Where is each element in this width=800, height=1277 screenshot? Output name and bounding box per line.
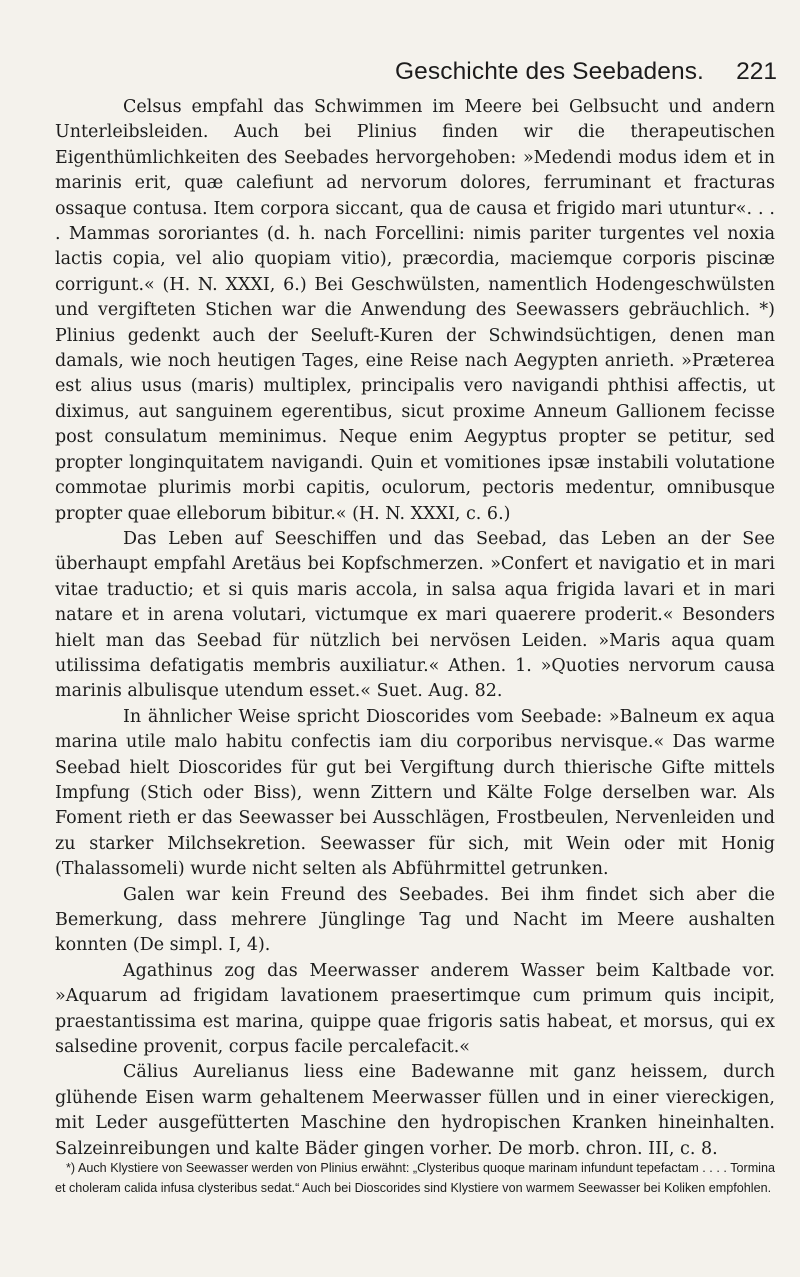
paragraph-galen: Galen war kein Freund des Seebades. Bei ihm findet sich aber die Bemerkung, dass mehrere Jünglinge Tag und Nacht im Meere aushalten konnten (De simpl. I, 4). (55, 884, 775, 956)
paragraph-dioscorides: In ähnlicher Weise spricht Dioscorides vom Seebade: »Balneum ex aqua marina utile malo habitu confectis iam diu corporibus nervisque.« Das warme Seebad hielt Dioscorides für gut bei Vergiftung durch thierische Gifte mittels Impfung (Stich oder Biss), wenn Zittern und Kälte Folge derselben war. Als Foment rieth er das Seewasser bei Ausschlägen, Frostbeulen, Nervenleiden und zu starker Milchsekretion. Seewasser für sich, mit Wein oder mit Honig (Thalassomeli) wurde nicht selten als Abführmittel getrunken. (55, 706, 775, 880)
running-title: Geschichte des Seebadens. (395, 58, 704, 85)
page-number: 221 (736, 58, 777, 85)
paragraph-caelius-aurelianus: Cälius Aurelianus liess eine Badewanne mit ganz heissem, durch glühende Eisen warm gehaltenem Meerwasser füllen und in einer viereckigen, mit Leder ausgefütterten Maschine den hydropischen Kranken hineinhalten. Salzeinreibungen und kalte Bäder gingen vorher. De morb. chron. III, c. 8. (55, 1062, 775, 1159)
main-text (55, 95, 775, 1162)
footnote: *) Auch Klystiere von Seewasser werden von Plinius erwähnt: „Clysteribus quoque marinam infundunt tepefactam . . . . Tormina et choleram calida infusa clysteribus sedat.“ Auch bei Dioscorides sind Klystiere von warmem Seewasser bei Koliken empfohlen. (55, 1161, 775, 1195)
footnotes (55, 1159, 775, 1198)
paragraph-celsus-plinius: Celsus empfahl das Schwimmen im Meere bei Gelbsucht und andern Unterleibsleiden. Auch bei Plinius finden wir die therapeutischen Eigenthümlichkeiten des Seebades hervorgehoben: »Medendi modus idem et in marinis erit, quæ calefiunt ad nervorum dolores, ferruminant et fracturas ossaque contusa. Item corpora siccant, qua de causa et frigido mari utuntur«. . . . Mammas sororiantes (d. h. nach Forcellini: nimis pariter turgentes vel noxia lactis copia, vel alio quopiam vitio), præcordia, maciemque corporis piscinæ corrigunt.« (H. N. XXXI, 6.) Bei Geschwülsten, namentlich Hodengeschwülsten und vergifteten Stichen war die Anwendung des Seewassers gebräuchlich. *) Plinius gedenkt auch der Seeluft-Kuren der Schwindsüchtigen, denen man damals, wie noch heutigen Tages, eine Reise nach Aegypten anrieth. »Præterea est alius usus (maris) multiplex, principalis vero navigandi phthisi affectis, ut diximus, aut sanguinem egerentibus, sicut proxime Anneum Gallionem fecisse post consulatum meminimus. Neque enim Aegyptus propter se petitur, sed propter longinquitatem navigandi. Quin et vomitiones ipsæ instabili volutatione commotae plurimis morbi capitis, oculorum, pectoris medentur, omnibusque propter quae elleborum bibitur.« (H. N. XXXI, c. 6.) (55, 97, 775, 524)
paragraph-aretaeus: Das Leben auf Seeschiffen und das Seebad, das Leben an der See überhaupt empfahl Aretäus bei Kopfschmerzen. »Confert et navigatio et in mari vitae traductio; et si quis maris accola, in salsa aqua frigida lavari et in mari natare et in arena volutari, victumque ex mari quaerere proderit.« Besonders hielt man das Seebad für nützlich bei nervösen Leiden. »Maris aqua quam utilissima defatigatis membris auxiliatur.« Athen. 1. »Quoties nervorum causa marinis albulisque utendum esset.« Suet. Aug. 82. (55, 528, 775, 702)
page-header (0, 58, 800, 92)
paragraph-agathinus: Agathinus zog das Meerwasser anderem Wasser beim Kaltbade vor. »Aquarum ad frigidam lavationem praesertimque cum primum quis incipit, praestantissima est marina, quippe quae frigoris satis habeat, et morsus, qui ex salsedine provenit, corpus facile percalefacit.« (55, 960, 775, 1058)
